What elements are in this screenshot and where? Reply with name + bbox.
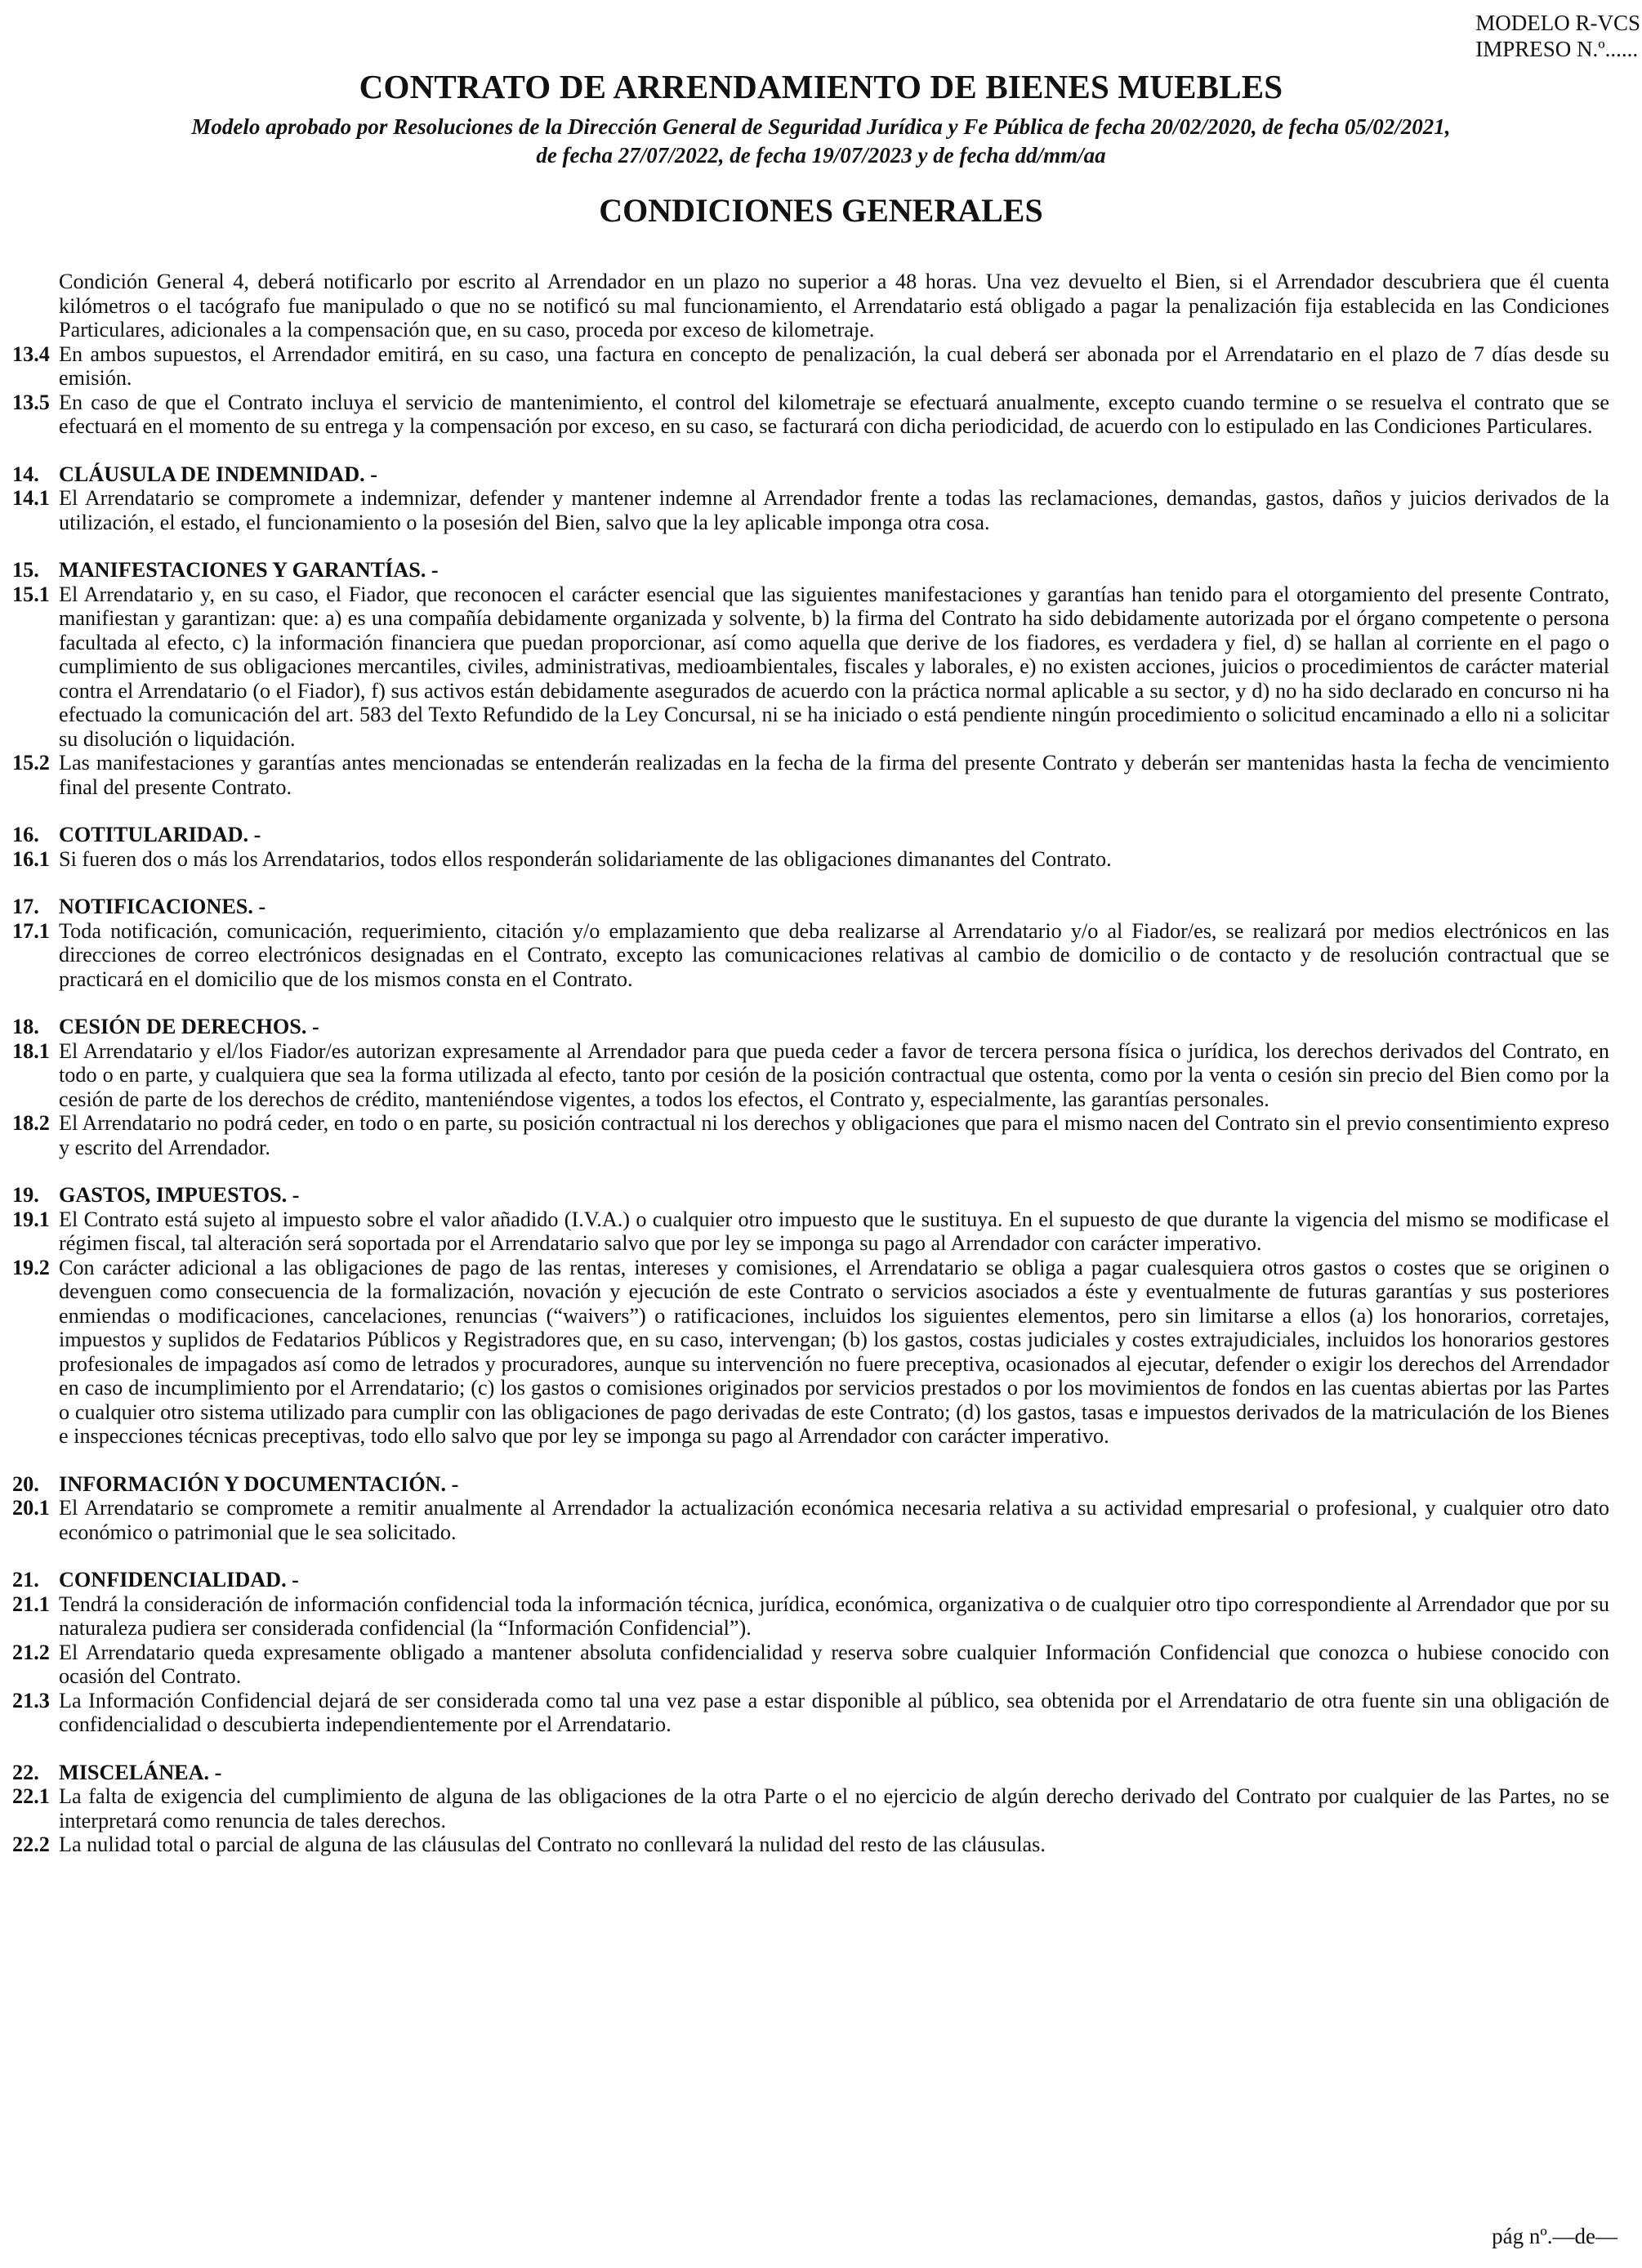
clause xyxy=(12,1111,1609,1159)
clause xyxy=(12,1592,1609,1641)
clause-text: Con carácter adicional a las obligaciones de pago de las rentas, intereses y comisiones, el Arrendatario se obliga a pagar cualesquiera otros gastos o costes que se originen o devenguen como consecuencia de la formalización, novación y ejecución de este Contrato o servicios asociados a éste y eventualmente de futuras garantías y sus posteriores enmiendas o modificaciones, cancelaciones, renuncias (“waivers”) o ratificaciones, incluidos los siguientes elementos, pero sin limitarse a ellos (a) los honorarios, corretajes, impuestos y suplidos de Fedatarios Públicos y Registradores que, en su caso, intervengan; (b) los gastos, costas judiciales y costes extrajudiciales, incluidos los honorarios gestores profesionales de impagados así como de letrados y procuradores, aunque su intervención no fuere preceptiva, ocasionados al ejecutar, defender o exigir los derechos del Arrendador en caso de incumplimiento por el Arrendatario; (c) los gastos o comisiones originados por servicios prestados o por los movimientos de fondos en las cuentas abiertas por las Partes o cualquier otro sistema utilizado para cumplir con las obligaciones de pago derivadas de este Contrato; (d) los gastos, tasas e impuestos derivados de la matriculación de los Bienes e inspecciones técnicas preceptivas, todo ello salvo que por ley se imponga su pago al Arrendador con carácter imperativo. xyxy=(59,1255,1609,1448)
clause-text: Si fueren dos o más los Arrendatarios, todos ellos responderán solidariamente de las obligaciones dimanantes del Contrato. xyxy=(59,846,1112,871)
clause-number: 17.1 xyxy=(12,918,50,943)
section-17-heading xyxy=(12,895,1609,919)
clause xyxy=(12,391,1609,439)
clause-number: 19.1 xyxy=(12,1207,50,1231)
clause xyxy=(12,1641,1609,1689)
clause xyxy=(12,1784,1609,1833)
section-title: COTITULARIDAD. - xyxy=(59,823,261,846)
subtitle-line-2: de fecha 27/07/2022, de fecha 19/07/2023 y de fecha dd/mm/aa xyxy=(536,143,1106,167)
section-number: 16. xyxy=(12,823,39,846)
clause-number: 15.1 xyxy=(12,582,50,606)
section-22-heading xyxy=(12,1761,1609,1785)
section-14-heading xyxy=(12,462,1609,487)
section-number: 15. xyxy=(12,558,39,582)
section-number: 21. xyxy=(12,1568,39,1592)
section-title: CONFIDENCIALIDAD. - xyxy=(59,1568,299,1592)
approval-subtitle xyxy=(49,113,1593,170)
clause-number: 16.1 xyxy=(12,846,50,871)
intro-paragraph: Condición General 4, deberá notificarlo por escrito al Arrendador en un plazo no superior a 48 horas. Una vez devuelto el Bien, si el Arrendador descubriera que él cuenta kilómetros o el tacógrafo fue manipulado o que no se notificó su mal funcionamiento, el Arrendatario está obligado a pagar la penalización fija establecida en las Condiciones Particulares, adicionales a la compensación que, en su caso, proceda por exceso de kilometraje. xyxy=(59,270,1609,342)
clause xyxy=(12,847,1609,872)
clause-text: Las manifestaciones y garantías antes mencionadas se entenderán realizadas en la fecha de la firma del presente Contrato y deberán ser mantenidas hasta la fecha de vencimiento final del presente Contrato. xyxy=(59,751,1609,799)
clause xyxy=(12,919,1609,992)
clause-number: 18.1 xyxy=(12,1038,50,1063)
clause-text: El Arrendatario se compromete a remitir anualmente al Arrendador la actualización económica necesaria relativa a su actividad empresarial o profesional, y cualquier otro dato económico o patrimonial que le sea solicitado. xyxy=(59,1496,1609,1544)
clause xyxy=(12,1256,1609,1449)
subtitle-line-1: Modelo aprobado por Resoluciones de la Dirección General de Seguridad Jurídica y Fe Pública de fecha 20/02/2020, de fecha 05/02/2021, xyxy=(191,114,1451,139)
section-title: CESIÓN DE DERECHOS. - xyxy=(59,1015,319,1038)
clause xyxy=(12,486,1609,534)
clause-text: Toda notificación, comunicación, requerimiento, citación y/o emplazamiento que deba realizarse al Arrendatario y/o al Fiador/es, se realizará por medios electrónicos en las direcciones de correo electrónicos designadas en el Contrato, excepto las comunicaciones relativas al cambio de domicilio o de contacto y de resolución contractual que se practicará en el domicilio que de los mismos consta en el Contrato. xyxy=(59,918,1609,991)
section-title: GASTOS, IMPUESTOS. - xyxy=(59,1183,300,1207)
clause-number: 21.1 xyxy=(12,1592,50,1616)
section-number: 20. xyxy=(12,1471,39,1496)
clause xyxy=(12,1039,1609,1112)
clause-text: Tendrá la consideración de información confidencial toda la información técnica, jurídica, económica, organizativa o de cualquier otro tipo correspondiente al Arrendador que por su naturaleza pudiera ser considerada confidencial (la “Información Confidencial”). xyxy=(59,1592,1609,1640)
clause xyxy=(12,1833,1609,1857)
section-title: MANIFESTACIONES Y GARANTÍAS. - xyxy=(59,558,439,582)
section-title: INFORMACIÓN Y DOCUMENTACIÓN. - xyxy=(59,1471,459,1496)
clause-number: 21.2 xyxy=(12,1640,50,1664)
section-19-heading xyxy=(12,1183,1609,1208)
document-body xyxy=(12,270,1609,1857)
clause-number: 18.2 xyxy=(12,1111,50,1135)
clause-text: La Información Confidencial dejará de ser considerada como tal una vez pase a estar disponible al público, sea obtenida por el Arrendatario de otra fuente sin una obligación de confidencialidad o descubierta independientemente por el Arrendatario. xyxy=(59,1688,1609,1736)
model-code: MODELO R-VCS xyxy=(1475,11,1640,35)
clause-number: 13.5 xyxy=(12,390,50,414)
clause-number: 15.2 xyxy=(12,751,50,775)
section-number: 19. xyxy=(12,1183,39,1207)
section-number: 22. xyxy=(12,1760,39,1784)
section-21-heading xyxy=(12,1568,1609,1592)
section-title: MISCELÁNEA. - xyxy=(59,1760,222,1784)
clause xyxy=(12,583,1609,752)
page-number: pág nº.—de— xyxy=(1492,2224,1617,2248)
clause-text: El Arrendatario y, en su caso, el Fiador, que reconocen el carácter esencial que las siguientes manifestaciones y garantías han tenido para el otorgamiento del presente Contrato, manifiestan y garantizan: que: a) es una compañía debidamente organizada y solvente, b) la firma del Contrato ha sido debidamente autorizada por el órgano competente o persona facultada al efecto, c) la información financiera que puedan proporcionar, así como aquella que derive de los fiadores, es verdadera y fiel, d) se hallan al corriente en el pago o cumplimiento de sus obligaciones mercantiles, civiles, administrativas, medioambientales, fiscales y laborales, e) no existen acciones, juicios o procedimientos de carácter material contra el Arrendatario (o el Fiador), f) sus activos están debidamente asegurados de acuerdo con la práctica normal aplicable a su sector, y d) no ha sido declarado en concurso ni ha efectuado la comunicación del art. 583 del Texto Refundido de la Ley Concursal, ni se ha iniciado o está pendiente ningún procedimiento o solicitud encaminado a ello ni a solicitar su disolución o liquidación. xyxy=(59,582,1609,751)
clause-text: El Arrendatario se compromete a indemnizar, defender y mantener indemne al Arrendador frente a todas las reclamaciones, demandas, gastos, daños y juicios derivados de la utilización, el estado, el funcionamiento o la posesión del Bien, salvo que la ley aplicable imponga otra cosa. xyxy=(59,486,1609,534)
section-20-heading xyxy=(12,1472,1609,1497)
section-title: CLÁUSULA DE INDEMNIDAD. - xyxy=(59,462,377,486)
section-number: 18. xyxy=(12,1015,39,1038)
clause-number: 14.1 xyxy=(12,486,50,510)
clause-number: 20.1 xyxy=(12,1496,50,1520)
clause-number: 22.2 xyxy=(12,1833,50,1856)
section-number: 14. xyxy=(12,462,39,486)
print-number: IMPRESO N.º...... xyxy=(1475,37,1639,61)
clause-number: 21.3 xyxy=(12,1688,50,1712)
clause-text: La falta de exigencia del cumplimiento de alguna de las obligaciones de la otra Parte o el no ejercicio de algún derecho derivado del Contrato por cualquier de las Partes, no se interpretará como renuncia de tales derechos. xyxy=(59,1784,1609,1833)
clause-text: El Arrendatario y el/los Fiador/es autorizan expresamente al Arrendador para que pueda ceder a favor de tercera persona física o jurídica, los derechos derivados del Contrato, en todo o en parte, y cualquiera que sea la forma utilizada al efecto, tanto por cesión de la posición contractual que ostenta, como por la venta o cesión sin precio del Bien como por la cesión de parte de los derechos de crédito, manteniéndose vigentes, a todos los efectos, el Contrato y, especialmente, las garantías personales. xyxy=(59,1038,1609,1111)
clause-number: 22.1 xyxy=(12,1784,50,1808)
section-15-heading xyxy=(12,558,1609,583)
section-18-heading xyxy=(12,1015,1609,1039)
clause xyxy=(12,1208,1609,1256)
clause-text: En ambos supuestos, el Arrendador emitirá, en su caso, una factura en concepto de penalización, la cual deberá ser abonada por el Arrendatario en el plazo de 7 días desde su emisión. xyxy=(59,342,1609,390)
clause-text: En caso de que el Contrato incluya el servicio de mantenimiento, el control del kilometraje se efectuará anualmente, excepto cuando termine o se resuelva el contrato que se efectuará en el momento de su entrega y la compensación por exceso, en su caso, se facturará con dicha periodicidad, de acuerdo con lo estipulado en las Condiciones Particulares. xyxy=(59,390,1609,438)
section-title: NOTIFICACIONES. - xyxy=(59,895,266,918)
clause xyxy=(12,1689,1609,1737)
clause xyxy=(12,342,1609,391)
section-heading: CONDICIONES GENERALES xyxy=(599,192,1043,229)
clause-number: 19.2 xyxy=(12,1255,50,1279)
clause-text: El Contrato está sujeto al impuesto sobre el valor añadido (I.V.A.) o cualquier otro impuesto que le sustituya. En el supuesto de que durante la vigencia del mismo se modificase el régimen fiscal, tal alteración será soportada por el Arrendatario salvo que por ley se imponga su pago al Arrendador con carácter imperativo. xyxy=(59,1207,1609,1255)
model-reference xyxy=(1475,10,1640,62)
section-number: 17. xyxy=(12,895,39,918)
clause-text: El Arrendatario no podrá ceder, en todo o en parte, su posición contractual ni los derechos y obligaciones que para el mismo nacen del Contrato sin el previo consentimiento expreso y escrito del Arrendador. xyxy=(59,1111,1609,1159)
clause-text: El Arrendatario queda expresamente obligado a mantener absoluta confidencialidad y reserva sobre cualquier Información Confidencial que conozca o hubiese conocido con ocasión del Contrato. xyxy=(59,1640,1609,1688)
document-title: CONTRATO DE ARRENDAMIENTO DE BIENES MUEBLES xyxy=(359,68,1283,105)
clause xyxy=(12,1496,1609,1544)
clause xyxy=(12,751,1609,799)
clause-number: 13.4 xyxy=(12,342,50,366)
section-16-heading xyxy=(12,823,1609,847)
clause-text: La nulidad total o parcial de alguna de las cláusulas del Contrato no conllevará la nulidad del resto de las cláusulas. xyxy=(59,1833,1046,1856)
